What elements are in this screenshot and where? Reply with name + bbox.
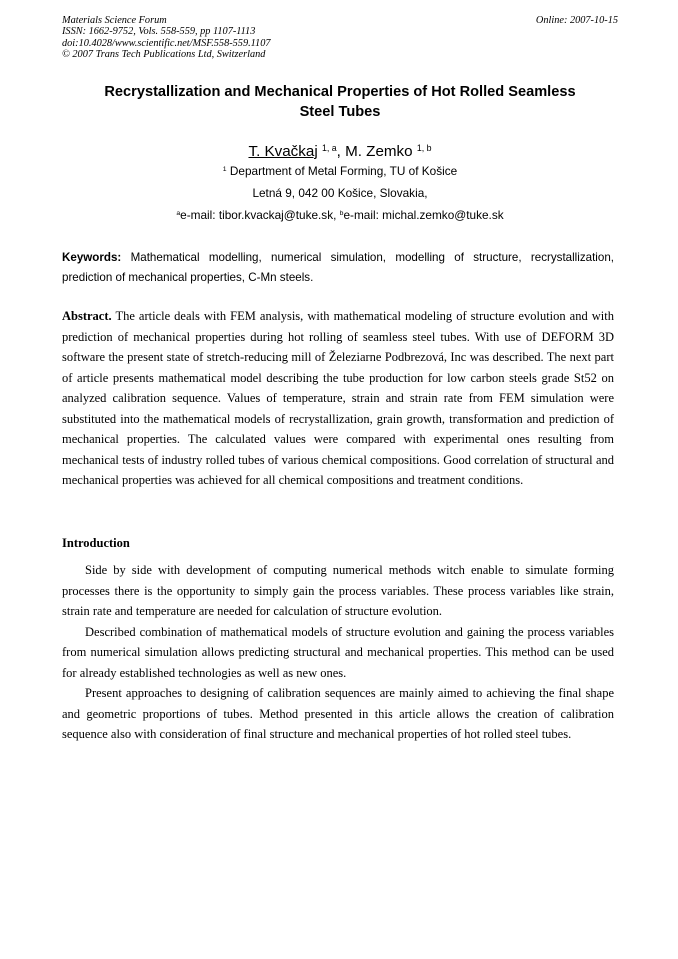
email-a: e-mail: tibor.kvackaj@tuke.sk, [180,208,340,222]
introduction-paragraph: Side by side with development of computing numerical methods witch enable to simulate forming processes there is the opportunity to simply gain the process variables. These process variables like strain, strain rate and temperature are needed for calculation of structure evolution. [62,563,614,618]
abstract-text: The article deals with FEM analysis, with mathematical modeling of structure evolution and with prediction of mechanical properties during hot rolling of seamless steel tubes. With use of DEFORM 3D software the present state of stretch-reducing mill of Železiarne Podbrezová, Inc was described. The next part of article presents mathematical model describing the tube production for low carbon steels grade St52 on analyzed calibration sequence. Values of temperature, strain and strain rate from FEM simulation were substituted into the mathematical models of recrystallization, grain growth, transformation and prediction of mechanical properties. The calculated values were compared with experimental ones resulting from mechanical tests of industry rolled tubes of various chemical compositions. Good correlation of structural and mechanical properties was achieved for all chemical compositions and treatment conditions. [62,309,614,487]
abstract [62,306,614,491]
author-1-affil: 1, a [321,142,337,153]
keywords-text: Mathematical modelling, numerical simulation, modelling of structure, recrystallization, prediction of mechanical properties, C-Mn steels. [62,251,614,284]
email-b-marker: b [339,209,344,217]
introduction-paragraph: Present approaches to designing of calibration sequences are mainly aimed to achieving the final shape and geometric proportions of tubes. Method presented in this article allows the creation of calibration sequence also with consideration of final structure and mechanical properties of hot rolled steel tubes. [62,686,614,741]
affiliation-dept-text: Department of Metal Forming, TU of Košice [229,164,458,178]
journal-copyright: © 2007 Trans Tech Publications Ltd, Switzerland [62,49,266,61]
author-1-name: T. Kvačkaj [248,143,318,160]
title-line-1: Recrystallization and Mechanical Properties of Hot Rolled Seamless [104,84,576,100]
introduction-heading: Introduction [62,536,130,550]
author-separator: , [336,143,346,160]
introduction-paragraph: Described combination of mathematical models of structure evolution and gaining the process variables from numerical simulation allows predicting structural and mechanical properties. This method can be used for already established technologies as well as new ones. [62,624,614,680]
author-2-affil: 1, b [416,142,432,153]
introduction-body [62,560,614,745]
title-line-2: Steel Tubes [299,103,381,120]
affiliation-emails [62,208,618,222]
affiliation-dept [62,164,618,178]
paper-title [62,83,618,122]
email-b: e-mail: michal.zemko@tuke.sk [343,208,504,222]
author-2-name: M. Zemko [345,143,413,160]
email-a-marker: a [176,209,181,217]
keywords-label: Keywords: [62,251,122,264]
keywords [62,248,614,288]
affiliation-address: Letná 9, 042 00 Košice, Slovakia, [252,186,428,200]
journal-issn: ISSN: 1662-9752, Vols. 558-559, pp 1107-1113 [62,26,256,38]
journal-doi: doi:10.4028/www.scientific.net/MSF.558-559.1107 [62,37,271,49]
online-date: Online: 2007-10-15 [535,15,618,26]
affiliation-marker: 1 [222,165,227,173]
author-list [62,142,618,162]
abstract-label: Abstract. [62,309,112,323]
journal-name: Materials Science Forum [62,15,167,26]
journal-header [62,15,618,61]
